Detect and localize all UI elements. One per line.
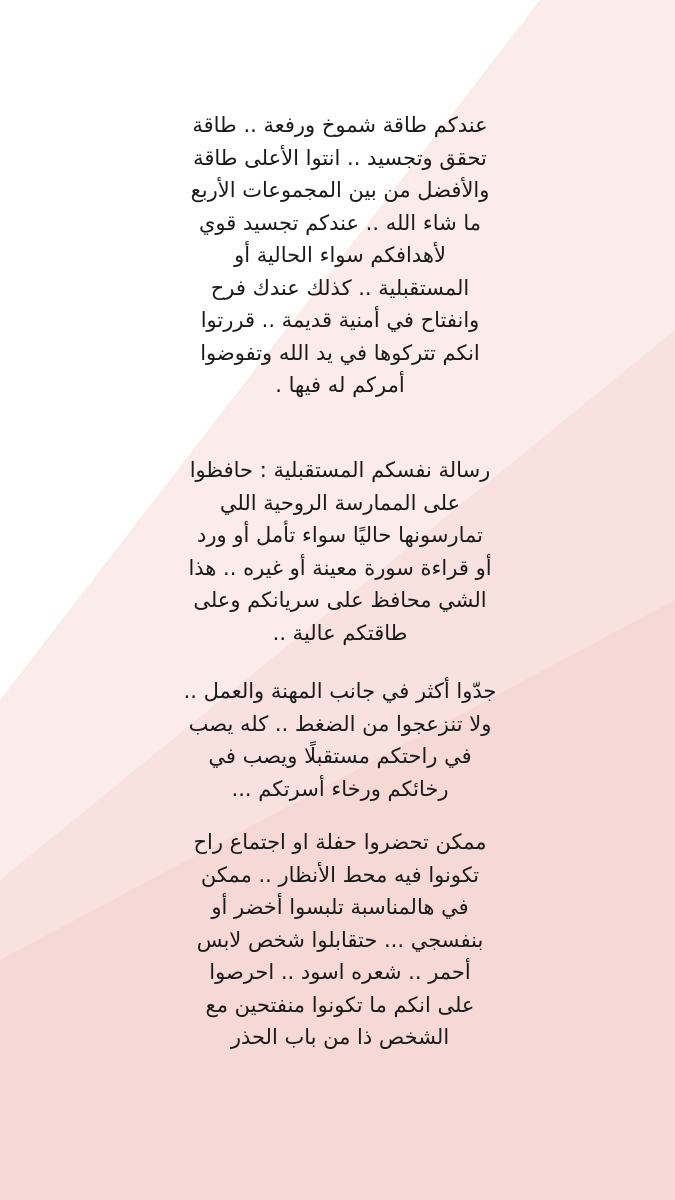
text-line: بنفسجي ... حتقابلوا شخص لابس <box>196 927 484 952</box>
text-line: تمارسونها حاليًا سواء تأمل أو ورد <box>197 523 483 547</box>
text-line: أمركم له فيها . <box>275 373 405 397</box>
paragraph-future-message <box>150 454 530 649</box>
text-line: ولا تنزعجوا من الضغط .. كله يصب <box>188 711 492 736</box>
text-line: انكم تتركوها في يد الله وتفوضوا <box>200 340 480 365</box>
text-line: في راحتكم مستقبلًا ويصب في <box>208 744 472 768</box>
text-line: أو قراءة سورة معينة أو غيره .. هذا <box>188 555 492 580</box>
text-line: الشخص ذا من باب الحذر <box>230 1025 450 1049</box>
text-line: جدّوا أكثر في جانب المهنة والعمل .. <box>183 679 497 703</box>
text-line: الشي محافظ على سريانكم وعلى <box>193 588 487 612</box>
text-line: ما شاء الله .. عندكم تجسيد قوي <box>198 210 482 235</box>
text-line: على الممارسة الروحية اللي <box>219 490 461 515</box>
text-line: المستقبلية .. كذلك عندك فرح <box>210 275 470 300</box>
text-line: عندكم طاقة شموخ ورفعة .. طاقة <box>192 113 488 137</box>
paragraph-energy <box>150 109 530 402</box>
text-line: تكونوا فيه محط الأنظار .. ممكن <box>200 862 480 887</box>
text-line: أحمر .. شعره اسود .. احرصوا <box>209 960 471 984</box>
text-line: طاقتكم عالية .. <box>272 620 408 645</box>
text-line: تحقق وتجسيد .. انتوا الأعلى طاقة <box>193 145 487 170</box>
paragraph-career <box>150 675 530 805</box>
text-line: والأفضل من بين المجموعات الأربع <box>190 178 490 202</box>
text-line: على انكم ما تكونوا منفتحين مع <box>205 992 475 1017</box>
text-line: في هالمناسبة تلبسوا أخضر أو <box>211 895 469 919</box>
text-line: رخائكم ورخاء أسرتكم ... <box>231 776 449 801</box>
text-line: ممكن تحضروا حفلة او اجتماع راح <box>193 830 487 854</box>
text-line: لأهدافكم سواء الحالية أو <box>234 243 446 267</box>
text-line: رسالة نفسكم المستقبلية : حافظوا <box>189 458 491 482</box>
paragraph-party <box>150 826 530 1054</box>
text-line: وانفتاح في أمنية قديمة .. قررتوا <box>200 308 480 332</box>
